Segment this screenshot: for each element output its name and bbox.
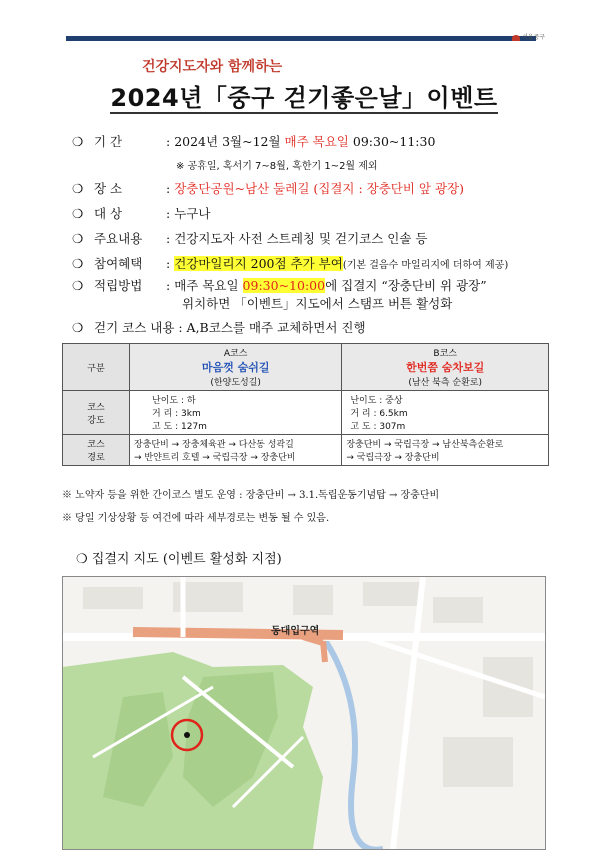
course-b-intensity: 난이도 : 중상 거 리 : 6.5km 고 도 : 307m [342, 391, 549, 435]
subtitle: 건강지도자와 함께하는 [142, 59, 283, 75]
course-a-intensity: 난이도 : 하 거 리 : 3km 고 도 : 127m [130, 391, 342, 435]
benefit-label: 참여혜택 [94, 256, 143, 271]
course-a-name: 마음껏 숨쉬길 [201, 361, 270, 374]
benefit-row: ❍ 참여혜택 : 건강마일리지 200점 추가 부여(기본 걸음수 마일리지에 더하여 제공) [72, 256, 509, 271]
period-note: ※ 공휴일, 혹서기 7~8월, 혹한기 1~2월 제외 [176, 161, 378, 172]
course-b-name: 한번쯤 숨차보길 [406, 361, 485, 374]
place-row: ❍ 장 소 : 장충단공원~남산 둘레길 (집결지 : 장충단비 앞 광장) [72, 181, 464, 196]
table-header-row [63, 344, 549, 391]
course-a-header: A코스 마음껏 숨쉬길 (한양도성길) [130, 344, 342, 391]
place-value: 장충단공원~남산 둘레길 (집결지 : 장충단비 앞 광장) [174, 181, 464, 196]
station-label: 동대입구역 [271, 626, 320, 637]
district-logo: 서울중구 [512, 32, 545, 41]
period-row: ❍ 기 간 : 2024년 3월~12월 매주 목요일 09:30~11:30 [72, 134, 436, 149]
header-bar [66, 36, 536, 41]
period-day: 매주 목요일 [284, 134, 349, 149]
logo-icon [512, 35, 520, 41]
course-a-route: 장충단비 → 장충체육관 → 다산동 성곽길 → 반얀트리 호텔 → 국립극장 → 장충단비 [130, 435, 342, 466]
map-title: ❍ 집결지 지도 (이벤트 활성화 지점) [76, 552, 282, 567]
course-b-header: B코스 한번쯤 숨차보길 (남산 북측 순환로) [342, 344, 549, 391]
location-map[interactable] [62, 576, 546, 850]
course-text: 걷기 코스 내용 : A,B코스를 매주 교체하면서 진행 [94, 320, 366, 335]
benefit-value: 건강마일리지 200점 추가 부여 [174, 256, 343, 271]
map-graphic [63, 577, 545, 849]
page-title: 2024년「중구 걷기좋은날」이벤트 [110, 84, 498, 112]
place-label: 장 소 [94, 181, 123, 196]
footnote-2: ※ 당일 기상상황 등 여건에 따라 세부경로는 변동 될 수 있음. [62, 513, 330, 524]
table-header-label: 구분 [63, 344, 130, 391]
content-row: ❍ 주요내용 : 건강지도자 사전 스트레칭 및 걷기코스 인솔 등 [72, 231, 428, 246]
course-b-route: 장충단비 → 국립극장 → 남산북측순환로 → 국립극장 → 장충단비 [342, 435, 549, 466]
method-line2: 위치하면 「이벤트」지도에서 스탬프 버튼 활성화 [182, 296, 453, 311]
title-underline [110, 112, 498, 114]
target-row: ❍ 대 상 : 누구나 [72, 206, 211, 221]
period-time: 09:30~11:30 [352, 134, 436, 149]
content-label: 주요내용 [94, 231, 143, 246]
period-range: 2024년 3월~12월 [174, 134, 281, 149]
target-label: 대 상 [94, 206, 123, 221]
method-row: ❍ 적립방법 : 매주 목요일 09:30~10:00에 집결지 “장충단비 위 광장” [72, 278, 487, 293]
table-row: 코스 경로 장충단비 → 장충체육관 → 다산동 성곽길 → 반얀트리 호텔 → 국립극장 → 장충단비 장충단비 → 국립극장 → 남산북측순환로 → 국립극장 → 장충단비 [63, 435, 549, 466]
benefit-note: (기본 걸음수 마일리지에 더하여 제공) [342, 260, 509, 271]
method-label: 적립방법 [94, 278, 143, 293]
content-value: 건강지도자 사전 스트레칭 및 걷기코스 인솔 등 [174, 231, 428, 246]
method-time: 09:30~10:00 [242, 278, 326, 293]
target-value: 누구나 [174, 206, 211, 221]
footnote-1: ※ 노약자 등을 위한 간이코스 별도 운영 : 장충단비 → 3.1.독립운동기념탑 → 장충단비 [62, 490, 440, 501]
course-table [62, 343, 549, 466]
course-row: ❍ 걷기 코스 내용 : A,B코스를 매주 교체하면서 진행 [72, 320, 366, 335]
table-row: 코스 강도 난이도 : 하 거 리 : 3km 고 도 : 127m 난이도 : 중상 거 리 : 6.5km 고 도 : 307m [63, 391, 549, 435]
period-label: 기 간 [94, 134, 123, 149]
